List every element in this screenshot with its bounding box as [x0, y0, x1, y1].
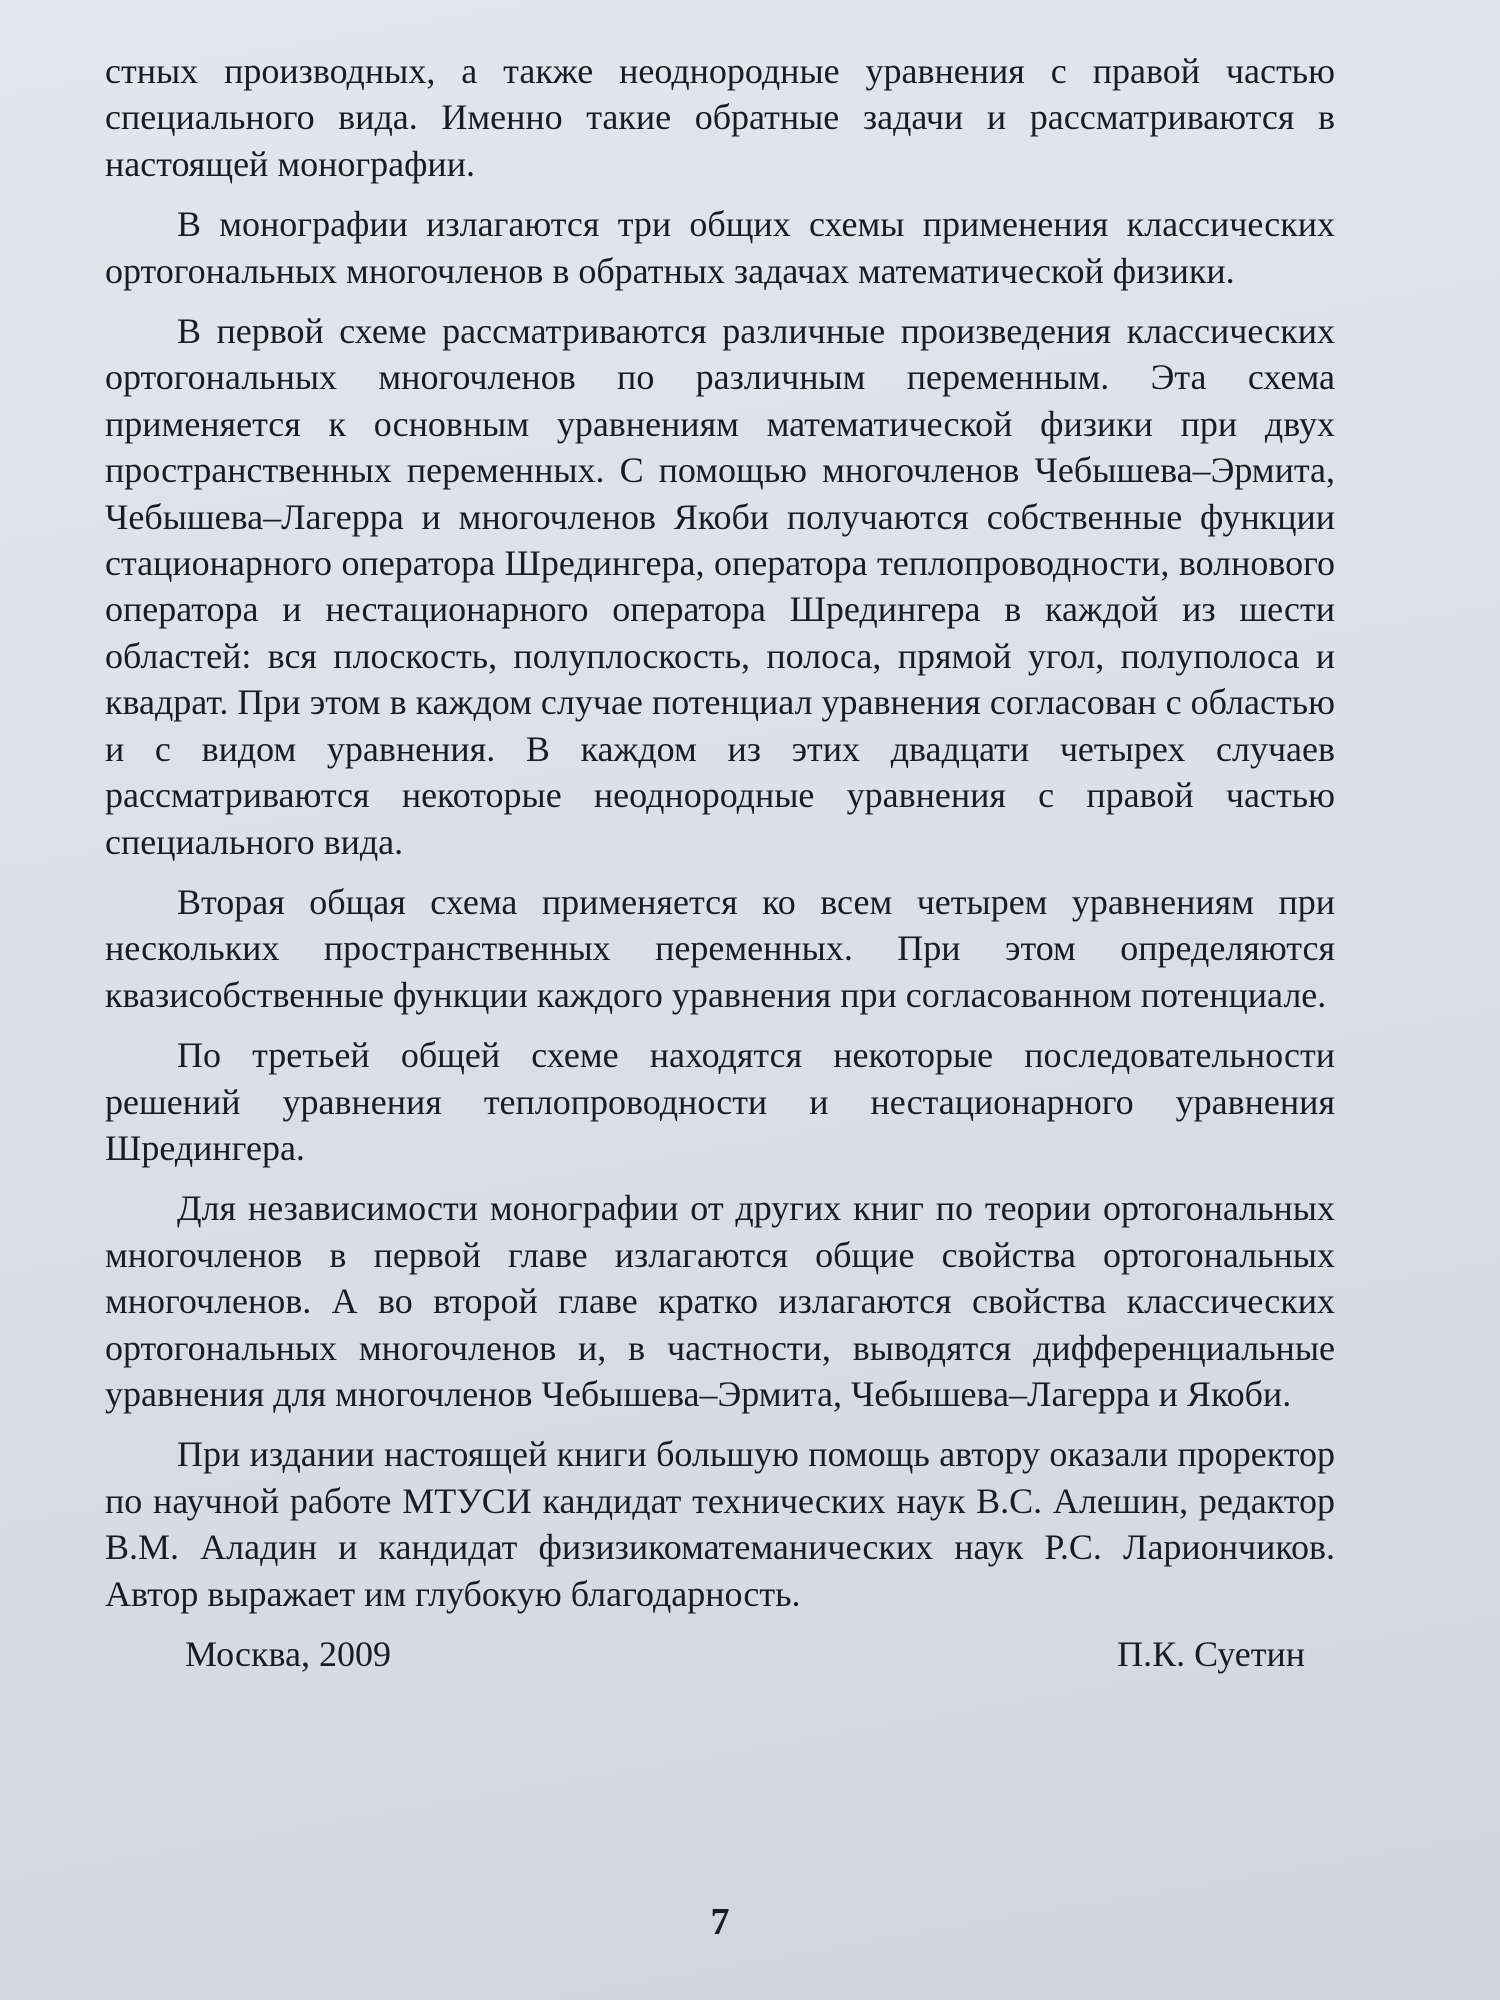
body-text [105, 48, 1335, 1617]
page-number: 7 [710, 1901, 730, 1943]
book-page [105, 48, 1335, 1988]
paragraph: стных производных, а также неоднородные уравнения с правой частью специального вида. Именно такие обратные задачи и рассматриваются в настоящей монографии. [105, 51, 1335, 184]
signature-line [105, 1631, 1335, 1677]
paragraph: Вторая общая схема применяется ко всем четырем уравнениям при нескольких пространственных переменных. При этом определяются квазисобственные функции каждого уравнения при согласованном потенциале. [105, 881, 1335, 1015]
author-name: П.К. Суетин [1117, 1634, 1305, 1674]
paragraph: При издании настоящей книги большую помощь автору оказали проректор по научной работе МТУСИ кандидат технических наук В.С. Алешин, редактор В.М. Аладин и кандидат физизикоматеманических наук Р.С. Лариончиков. Автор выражает им глубокую благодарность. [105, 1434, 1335, 1614]
paragraph: В монографии излагаются три общих схемы применения классических ортогональных многочленов в обратных задачах математической физики. [105, 204, 1335, 291]
paragraph: Для независимости монографии от других книг по теории ортогональных многочленов в первой главе излагаются общие свойства ортогональных многочленов. А во второй главе кратко излагаются свойства классических ортогональных многочленов и, в частности, выводятся дифференциальные уравнения для многочленов Чебышева–Эрмита, Чебышева–Лагерра и Якоби. [105, 1188, 1335, 1414]
place-date: Москва, 2009 [185, 1634, 391, 1674]
paragraph: В первой схеме рассматриваются различные произведения классических ортогональных многочленов по различным переменным. Эта схема применяется к основным уравнениям математической физики при двух пространственных переменных. С помощью многочленов Чебышева–Эрмита, Чебышева–Лагерра и многочленов Якоби получаются собственные функции стационарного оператора Шредингера, оператора теплопроводности, волнового оператора и нестационарного оператора Шредингера в каждой из шести областей: вся плоскость, полуплоскость, полоса, прямой угол, полуполоса и квадрат. При этом в каждом случае потенциал уравнения согласован с областью и с видом уравнения. В каждом из этих двадцати четырех случаев рассматриваются некоторые неоднородные уравнения с правой частью специального вида. [105, 311, 1335, 862]
paragraph: По третьей общей схеме находятся некоторые последовательности решений уравнения теплопроводности и нестационарного уравнения Шредингера. [105, 1035, 1335, 1168]
